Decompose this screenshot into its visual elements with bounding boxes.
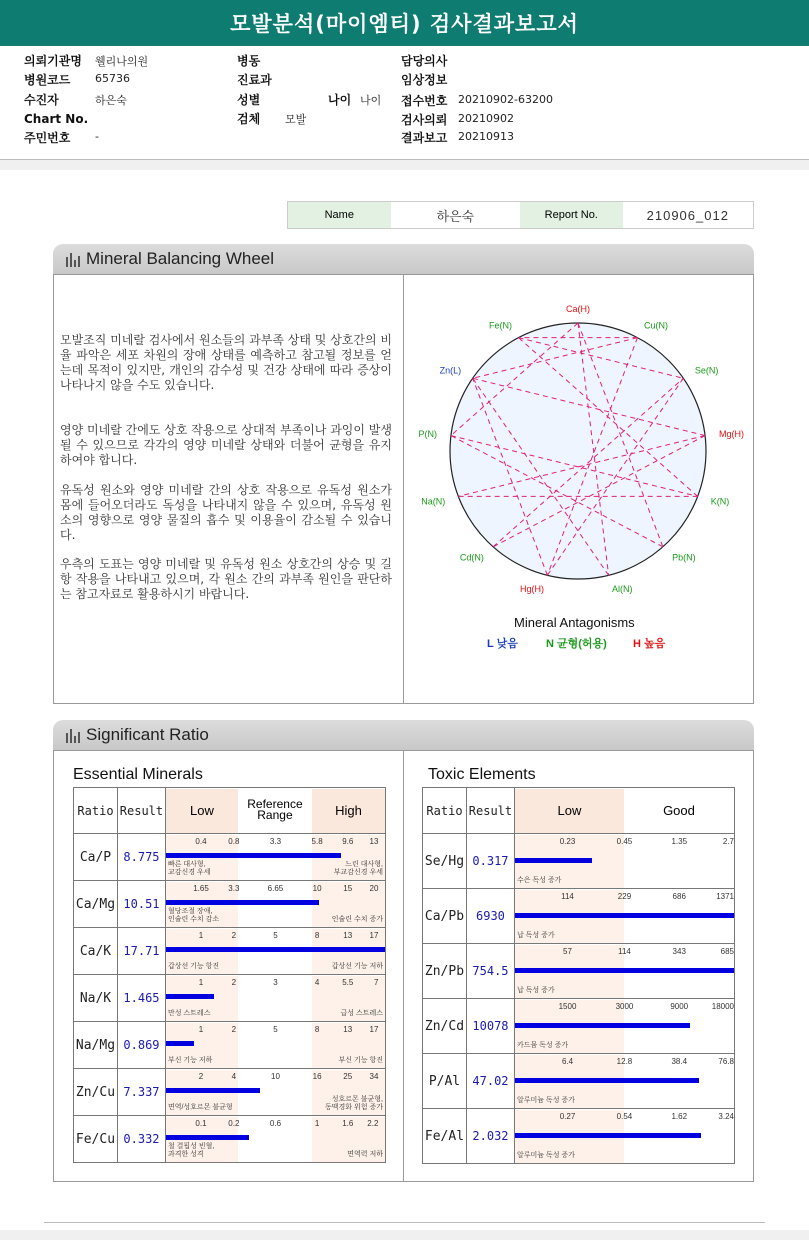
tick-label: 4 [231, 1071, 237, 1081]
tick-label: 343 [672, 946, 686, 956]
ratio-name: Se/Hg [423, 834, 467, 889]
wheel-title: Mineral Antagonisms [514, 615, 635, 630]
col-ratio-header: Ratio [74, 788, 118, 834]
low-header: Low [190, 802, 214, 818]
ratio-row [423, 999, 735, 1054]
tick-label: 9.6 [342, 836, 354, 846]
ratio-row [74, 834, 386, 881]
tick-label: 18000 [711, 1001, 734, 1011]
ratio-name: Fe/Al [423, 1109, 467, 1164]
intro-paragraph-1: 모발조직 미네랄 검사에서 원소들의 과부족 상태 및 상호간의 비율 파악은 세포 차원의 장애 상태를 예측하고 참고될 정보를 얻는데 목적이 있지만, 개인의 감수성 및 건강 상태에 따라 증상이 나타나지 않을 수도 있습니다. [60, 333, 392, 392]
tick-label: 10 [271, 1071, 280, 1081]
wheel-box [403, 275, 754, 703]
field-value: 20210902-63200 [458, 93, 553, 106]
intro-paragraph-4: 우측의 도표는 영양 미네랄 및 유독성 원소 상호간의 상승 및 길항 작용을 나타내고 있으며, 각 원소 간의 과부족 원인을 판단하는 참고자료로 활용하시기 바랍니다. [60, 557, 392, 601]
tick-label: 1500 [558, 1001, 577, 1011]
tick-label: 5 [273, 1024, 278, 1034]
ratio-name: Ca/Mg [74, 881, 118, 928]
high-note: 부신 기능 항진 [338, 1056, 383, 1064]
report-title: 모발분석(마이엠티) 검사결과보고서 [0, 0, 809, 46]
tick-label: 16 [312, 1071, 322, 1081]
low-note: 혈당조절 장애, 인슐린 수치 감소 [167, 907, 220, 923]
level-bar [166, 994, 214, 999]
tick-label: 1 [198, 1024, 204, 1034]
range-bar-cell [515, 835, 734, 888]
wheel-node-label: Cd(N) [459, 552, 484, 563]
col-result-header: Result [466, 788, 514, 834]
low-note: 철 결핍성 빈혈, 과격한 성격 [167, 1142, 215, 1158]
name-report-box [287, 201, 754, 229]
wheel-node-label: Hg(H) [520, 583, 545, 594]
name-value: 하은숙 [436, 208, 475, 224]
tick-label: 4 [314, 977, 320, 987]
field-label: 담당의사 [401, 54, 448, 68]
tick-label: 76.8 [718, 1056, 734, 1066]
level-bar [166, 1041, 194, 1046]
ratio-name: Ca/P [74, 834, 118, 881]
level-bar [166, 1135, 249, 1140]
ratio-result: 0.317 [466, 834, 514, 889]
report-no-label: Report No. [520, 202, 623, 228]
high-note: 느린 대사형, 부교감신경 우세 [333, 860, 383, 876]
wheel-node-label: Pb(N) [672, 552, 696, 563]
legend-low: L 낮음 [487, 638, 518, 650]
wheel-node-label: P(N) [418, 428, 438, 439]
ratio-result: 10078 [466, 999, 514, 1054]
wheel-circle [450, 323, 706, 579]
level-bar [515, 1078, 699, 1083]
field-value: 하은숙 [95, 94, 127, 107]
range-bar-cell [166, 1023, 385, 1068]
col-result-header: Result [117, 788, 165, 834]
bar-chart-icon [66, 729, 80, 743]
field-label: 검체 [237, 112, 261, 126]
tick-label: 0.27 [559, 1111, 576, 1121]
ratio-result: 10.51 [117, 881, 165, 928]
wheel-node-label: Mg(H) [718, 428, 744, 439]
tick-label: 5.5 [342, 977, 354, 987]
tick-label: 12.8 [616, 1056, 633, 1066]
ratio-name: Ca/K [74, 928, 118, 975]
footer-divider [44, 1222, 765, 1223]
ratio-result: 754.5 [466, 944, 514, 999]
ratio-name: Na/Mg [74, 1022, 118, 1069]
ratio-name: Zn/Cd [423, 999, 467, 1054]
level-bar [515, 968, 734, 973]
ratio-name: Na/K [74, 975, 118, 1022]
bar-chart-icon [66, 253, 80, 267]
tick-label: 13 [343, 1024, 353, 1034]
level-bar [166, 900, 319, 905]
report-no-value: 210906_012 [646, 207, 729, 223]
tick-label: 1 [314, 1118, 320, 1128]
range-bar-cell [166, 1070, 385, 1115]
name-label: Name [288, 202, 391, 228]
good-header: Good [663, 802, 695, 818]
ratio-result: 2.032 [466, 1109, 514, 1164]
field-label: 성별 [237, 93, 261, 107]
tick-label: 1 [198, 930, 204, 940]
tick-label: 1.62 [671, 1111, 688, 1121]
wheel-node-label: K(N) [710, 496, 730, 507]
ratio-result: 1.465 [117, 975, 165, 1022]
field-label: 결과보고 [401, 131, 448, 145]
ratio-result: 47.02 [466, 1054, 514, 1109]
high-note: 급성 스트레스 [340, 1009, 383, 1017]
ratio-row [423, 889, 735, 944]
range-bar-cell [515, 1055, 734, 1108]
tick-label: 10 [312, 883, 322, 893]
wheel-section-header [53, 244, 754, 274]
low-note: 면역/성호르몬 불균형 [167, 1103, 233, 1111]
tick-label: 0.1 [195, 1118, 207, 1128]
tick-label: 38.4 [671, 1056, 688, 1066]
tick-label: 2.2 [367, 1118, 379, 1128]
low-note: 부신 기능 저하 [167, 1056, 213, 1064]
toxicity-note: 알루미늄 독성 증가 [516, 1151, 575, 1159]
low-header: Low [557, 802, 582, 818]
tick-label: 685 [720, 946, 734, 956]
range-bar-cell [166, 835, 385, 880]
wheel-node-label: Zn(L) [439, 365, 462, 376]
ratio-row [423, 944, 735, 999]
toxicity-note: 수은 독성 증가 [516, 876, 562, 884]
tick-label: 114 [618, 946, 631, 956]
range-bar-cell [515, 1000, 734, 1053]
ratio-section-title: Significant Ratio [86, 725, 209, 744]
tick-label: 7 [373, 977, 379, 987]
legend-high: H 높음 [633, 638, 666, 650]
high-header: High [335, 802, 362, 818]
tick-label: 8 [314, 1024, 320, 1034]
field-label: 병원코드 [24, 73, 71, 87]
ratio-name: Zn/Cu [74, 1069, 118, 1116]
ratio-row [423, 1109, 735, 1164]
tick-label: 0.8 [228, 836, 240, 846]
toxicity-note: 납 독성 증가 [516, 931, 555, 939]
age-value: 나이 [360, 94, 382, 107]
tick-label: 0.45 [616, 836, 633, 846]
range-bar-cell [515, 945, 734, 998]
essential-table [73, 787, 386, 1163]
wheel-node-label: Ca(H) [566, 304, 590, 314]
essential-title: Essential Minerals [73, 766, 203, 783]
low-note: 갑상선 기능 항진 [167, 962, 220, 970]
field-value: 웰리나의원 [95, 55, 149, 68]
ratio-name: Ca/Pb [423, 889, 467, 944]
ratio-row [74, 881, 386, 928]
ratio-row [74, 975, 386, 1022]
tick-label: 20 [369, 883, 379, 893]
field-label: 임상정보 [401, 73, 448, 87]
field-label: 의뢰기관명 [24, 54, 82, 68]
tick-label: 15 [343, 883, 353, 893]
field-label: Chart No. [24, 112, 89, 126]
panel-divider [403, 751, 404, 1181]
ratio-result: 17.71 [117, 928, 165, 975]
ratio-row [74, 1069, 386, 1116]
range-bar-cell [166, 882, 385, 927]
tick-label: 3.3 [228, 883, 240, 893]
low-note: 빠른 대사형, 교감신경 우세 [167, 860, 211, 876]
tick-label: 1.65 [193, 883, 209, 893]
tick-label: 2.7 [722, 836, 734, 846]
wheel-node-label: Na(N) [421, 496, 446, 507]
ratio-row [74, 1116, 386, 1163]
tick-label: 686 [672, 891, 686, 901]
tick-label: 2 [198, 1071, 204, 1081]
ratio-name: Fe/Cu [74, 1116, 118, 1163]
tick-label: 3 [273, 977, 278, 987]
tick-label: 13 [369, 836, 379, 846]
field-value: 20210913 [458, 130, 514, 143]
ratio-name: Zn/Pb [423, 944, 467, 999]
range-bar-cell [515, 1110, 734, 1163]
tick-label: 34 [369, 1071, 379, 1081]
level-bar [515, 913, 734, 918]
toxicity-note: 카드뮴 독성 증가 [516, 1041, 569, 1049]
col-ratio-header: Ratio [423, 788, 467, 834]
tick-label: 0.23 [559, 836, 576, 846]
ratio-row [74, 928, 386, 975]
tick-label: 114 [561, 891, 574, 901]
field-label: 수진자 [24, 93, 59, 107]
tick-label: 0.54 [616, 1111, 633, 1121]
tick-label: 2 [231, 930, 237, 940]
high-note: 갑상선 기능 저하 [331, 962, 383, 970]
tick-label: 9000 [670, 1001, 689, 1011]
wheel-node-label: Cu(N) [643, 320, 668, 331]
field-label: 접수번호 [401, 94, 448, 108]
legend-normal: N 균형(허용) [546, 638, 607, 650]
field-value: 모발 [285, 113, 307, 126]
wheel-node-label: Fe(N) [489, 320, 513, 331]
tick-label: 25 [343, 1071, 353, 1081]
level-bar [166, 853, 341, 858]
high-note: 성호르몬 불균형, 동맥경화 위험 증가 [325, 1095, 383, 1111]
tick-label: 8 [314, 930, 320, 940]
wheel-node-label: Al(N) [611, 583, 633, 594]
level-bar [166, 947, 385, 952]
high-note: 면역력 저하 [347, 1150, 383, 1158]
toxicity-note: 알루미늄 독성 증가 [516, 1096, 575, 1104]
tick-label: 2 [231, 977, 237, 987]
intro-paragraph-3: 유독성 원소와 영양 미네랄 간의 상호 작용으로 유독성 원소가 몸에 들어오더라도 독성을 나타내지 않을 수 있으며, 유독성 원소의 영향으로 영양 물질의 흡수 및 이용율이 감소될 수 있습니다. [60, 483, 392, 542]
field-value: 65736 [95, 72, 130, 85]
tick-label: 17 [369, 930, 379, 940]
range-bar-cell [166, 976, 385, 1021]
reference-header: Reference Range [247, 796, 303, 822]
tick-label: 1.6 [342, 1118, 354, 1128]
tick-label: 1371 [716, 891, 734, 901]
low-note: 만성 스트레스 [167, 1009, 211, 1017]
level-bar [515, 858, 592, 863]
range-bar-cell [515, 890, 734, 943]
wheel-section-title: Mineral Balancing Wheel [86, 249, 275, 268]
ratio-section-header [53, 720, 754, 750]
field-label: 주민번호 [24, 131, 71, 145]
tick-label: 2 [231, 1024, 237, 1034]
range-bar-cell [166, 1117, 385, 1162]
field-value: 20210902 [458, 112, 514, 125]
field-label: 진료과 [237, 73, 272, 87]
ratio-result: 7.337 [117, 1069, 165, 1116]
tick-label: 57 [563, 946, 572, 956]
patient-header [0, 46, 809, 160]
tick-label: 0.2 [228, 1118, 240, 1128]
tick-label: 1.35 [671, 836, 688, 846]
toxic-title: Toxic Elements [428, 766, 536, 783]
tick-label: 0.4 [195, 836, 207, 846]
intro-paragraph-2: 영양 미네랄 간에도 상호 작용으로 상대적 부족이나 과잉이 발생될 수 있으므로 각각의 영양 미네랄 상태와 더불어 균형을 유지하여야 합니다. [60, 423, 392, 467]
ratio-row [423, 834, 735, 889]
range-bar-cell [166, 929, 385, 974]
ratio-result: 8.775 [117, 834, 165, 881]
tick-label: 6.4 [561, 1056, 574, 1066]
tick-label: 6.65 [267, 883, 284, 893]
ratio-row [74, 1022, 386, 1069]
ratio-row [423, 1054, 735, 1109]
ratio-name: P/Al [423, 1054, 467, 1109]
field-label: 병동 [237, 54, 261, 68]
level-bar [515, 1133, 701, 1138]
tick-label: 3000 [615, 1001, 634, 1011]
field-label: 검사의뢰 [401, 113, 448, 127]
wheel-node-label: Se(N) [694, 365, 719, 376]
toxic-table [422, 787, 735, 1164]
tick-label: 0.6 [269, 1118, 282, 1128]
tick-label: 17 [369, 1024, 379, 1034]
toxicity-note: 납 독성 증가 [516, 986, 555, 994]
field-value: - [95, 130, 99, 143]
level-bar [166, 1088, 260, 1093]
tick-label: 5.8 [311, 836, 323, 846]
ratio-result: 0.869 [117, 1022, 165, 1069]
tick-label: 1 [198, 977, 204, 987]
age-label: 나이 [328, 93, 352, 107]
high-note: 인슐린 수치 증가 [331, 915, 383, 923]
ratio-result: 0.332 [117, 1116, 165, 1163]
level-bar [515, 1023, 690, 1028]
tick-label: 3.3 [269, 836, 282, 846]
tick-label: 13 [343, 930, 353, 940]
ratio-result: 6930 [466, 889, 514, 944]
tick-label: 5 [273, 930, 278, 940]
tick-label: 3.24 [718, 1111, 734, 1121]
tick-label: 229 [617, 891, 632, 901]
